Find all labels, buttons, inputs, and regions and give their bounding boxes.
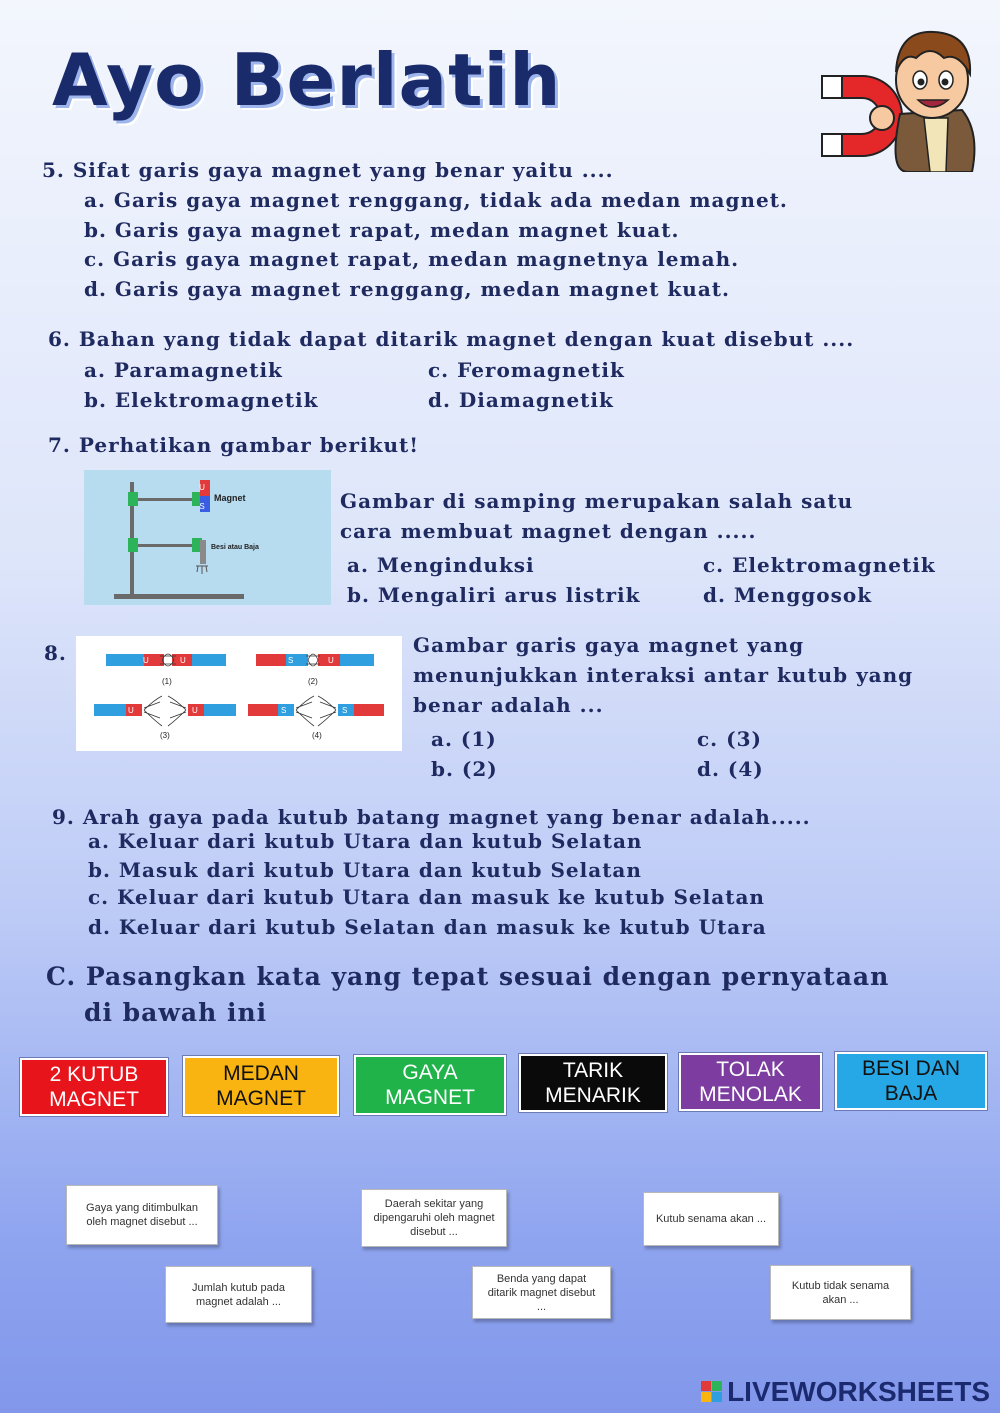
q8-fig1-label: (1) — [162, 677, 172, 686]
q8-fig1-pole-right: U — [180, 656, 186, 665]
answer-tile-tarik-menarik[interactable] — [519, 1054, 667, 1112]
drop-box-jumlah-kutub[interactable]: Jumlah kutub pada magnet adalah ... — [165, 1266, 312, 1323]
q7-text-line2: cara membuat magnet dengan ..... — [340, 519, 757, 543]
q8-fig3-label: (3) — [160, 731, 170, 740]
q7-option-b: b. Mengaliri arus listrik — [347, 583, 641, 607]
question-7: 7. Perhatikan gambar berikut! — [48, 433, 420, 457]
q7-north-label: U — [199, 483, 205, 492]
q9-option-c: c. Keluar dari kutub Utara dan masuk ke kutub Selatan — [88, 885, 765, 909]
tile-line2: BAJA — [884, 1082, 938, 1105]
question-9: 9. Arah gaya pada kutub batang magnet yang benar adalah..... — [52, 805, 811, 829]
q5-option-d: d. Garis gaya magnet renggang, medan magnet kuat. — [84, 277, 731, 301]
tile-line1: MEDAN — [223, 1062, 299, 1085]
section-c-heading: C. Pasangkan kata yang tepat sesuai dengan pernyataan — [46, 962, 890, 991]
q8-fig2-pole-left: S — [288, 656, 294, 665]
q7-iron-label: Besi atau Baja — [211, 544, 259, 551]
answer-tile-medan-magnet[interactable] — [183, 1056, 339, 1116]
tile-line2: MENARIK — [545, 1084, 641, 1107]
q7-option-a: a. Menginduksi — [347, 553, 535, 577]
tile-line1: TARIK — [562, 1059, 624, 1082]
tile-line2: MENOLAK — [699, 1083, 802, 1106]
q7-option-d: d. Menggosok — [703, 583, 873, 607]
drop-box-kutub-tidak-senama[interactable]: Kutub tidak senama akan ... — [770, 1265, 911, 1320]
q8-option-a: a. (1) — [431, 727, 497, 751]
magnetic-field-lines-diagram — [76, 636, 402, 751]
q6-option-d: d. Diamagnetik — [428, 388, 614, 412]
brand-name: LIVEWORKSHEETS — [727, 1376, 990, 1407]
q8-fig3-pole-right: U — [192, 706, 198, 715]
answer-tile-tolak-menolak[interactable] — [679, 1053, 822, 1111]
tile-line2: MAGNET — [49, 1088, 139, 1111]
q5-option-a: a. Garis gaya magnet renggang, tidak ada medan magnet. — [84, 188, 788, 212]
q7-south-label: S — [199, 502, 205, 511]
q8-option-d: d. (4) — [697, 757, 764, 781]
q8-text-line3: benar adalah ... — [413, 693, 604, 717]
q8-fig4-pole-right: S — [342, 706, 348, 715]
q8-fig2-pole-right: U — [328, 656, 334, 665]
liveworksheets-logo[interactable] — [701, 1376, 990, 1408]
tile-line1: 2 KUTUB — [49, 1063, 139, 1086]
tile-line1: GAYA — [402, 1061, 458, 1084]
question-6: 6. Bahan yang tidak dapat ditarik magnet dengan kuat disebut .... — [48, 327, 855, 351]
page-title: Ayo Berlatih — [52, 38, 562, 122]
induction-apparatus-diagram — [84, 470, 331, 605]
boy-with-magnet-illustration — [812, 22, 982, 172]
q8-option-c: c. (3) — [697, 727, 762, 751]
tile-line2: MAGNET — [216, 1087, 306, 1110]
tile-line2: MAGNET — [385, 1086, 475, 1109]
q9-option-d: d. Keluar dari kutub Selatan dan masuk ke kutub Utara — [88, 915, 767, 939]
q9-option-b: b. Masuk dari kutub Utara dan kutub Selatan — [88, 858, 642, 882]
question-8-number: 8. — [44, 641, 67, 665]
q8-fig1-pole-left: U — [143, 656, 149, 665]
q5-option-b: b. Garis gaya magnet rapat, medan magnet kuat. — [84, 218, 680, 242]
q8-text-line1: Gambar garis gaya magnet yang — [413, 633, 805, 657]
drop-box-kutub-senama[interactable]: Kutub senama akan ... — [643, 1192, 779, 1246]
question-5: 5. Sifat garis gaya magnet yang benar yaitu .... — [42, 158, 614, 182]
tile-line1: BESI DAN — [861, 1057, 961, 1080]
section-c-heading-line2: di bawah ini — [84, 998, 268, 1027]
answer-tile-gaya-magnet[interactable] — [354, 1055, 506, 1115]
q6-option-a: a. Paramagnetik — [84, 358, 283, 382]
q7-text-line1: Gambar di samping merupakan salah satu — [340, 489, 854, 513]
q9-option-a: a. Keluar dari kutub Utara dan kutub Selatan — [88, 829, 643, 853]
q8-option-b: b. (2) — [431, 757, 498, 781]
q8-fig3-pole-left: U — [128, 706, 134, 715]
q8-figure — [76, 636, 402, 751]
answer-tile-besi-dan-baja[interactable] — [835, 1052, 987, 1110]
q7-magnet-label: Magnet — [214, 493, 246, 503]
tile-line1: TOLAK — [716, 1058, 785, 1081]
q7-option-c: c. Elektromagnetik — [703, 553, 936, 577]
q6-option-b: b. Elektromagnetik — [84, 388, 319, 412]
q8-fig4-label: (4) — [312, 731, 322, 740]
drop-box-daerah[interactable]: Daerah sekitar yang dipengaruhi oleh magnet disebut ... — [361, 1189, 507, 1247]
drop-box-benda[interactable]: Benda yang dapat ditarik magnet disebut ... — [472, 1266, 611, 1319]
answer-tile-2-kutub-magnet[interactable] — [20, 1058, 168, 1116]
liveworksheets-icon — [701, 1381, 723, 1403]
q8-fig2-label: (2) — [308, 677, 318, 686]
q8-text-line2: menunjukkan interaksi antar kutub yang — [413, 663, 914, 687]
q5-option-c: c. Garis gaya magnet rapat, medan magnetnya lemah. — [84, 247, 740, 271]
q6-option-c: c. Feromagnetik — [428, 358, 625, 382]
q7-figure — [84, 470, 331, 605]
drop-box-gaya[interactable]: Gaya yang ditimbulkan oleh magnet disebut ... — [66, 1185, 218, 1245]
q8-fig4-pole-left: S — [281, 706, 287, 715]
